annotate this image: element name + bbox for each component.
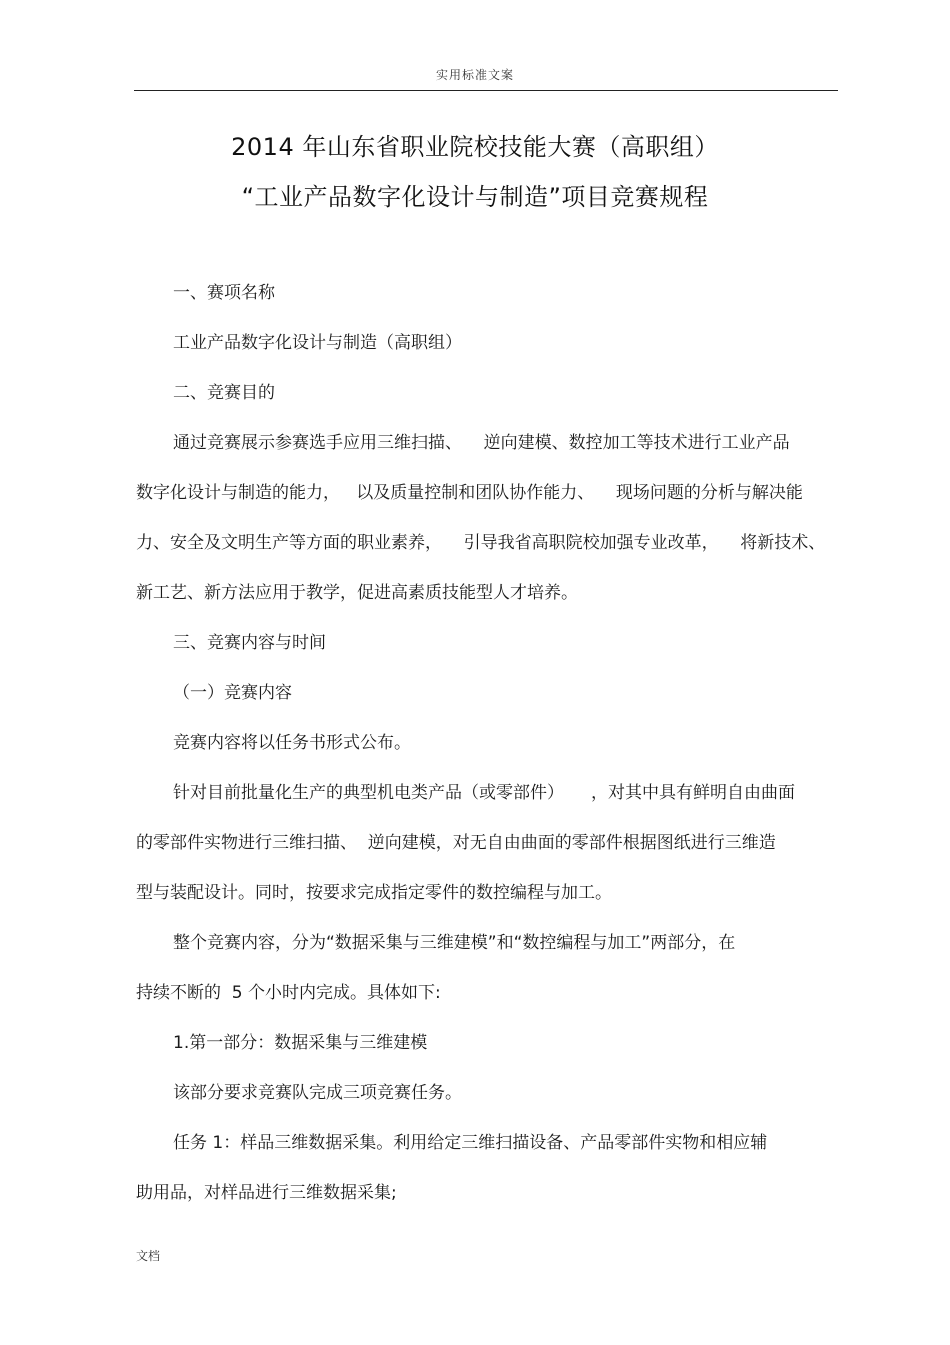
paragraph-line: 新工艺、新方法应用于教学，促进高素质技能型人才培养。: [136, 583, 578, 603]
paragraph-line: 工业产品数字化设计与制造（高职组）: [173, 333, 462, 353]
page-footer: 文档: [136, 1249, 161, 1263]
paragraph-line: 整个竞赛内容，分为“数据采集与三维建模”和“数控编程与加工”两部分，在: [173, 933, 736, 953]
paragraph-line: 任务 1：样品三维数据采集。利用给定三维扫描设备、产品零部件实物和相应辅: [173, 1133, 768, 1153]
paragraph-line: 型与装配设计。同时，按要求完成指定零件的数控编程与加工。: [136, 883, 612, 903]
paragraph-line: 持续不断的 5 个小时内完成。具体如下:: [136, 983, 441, 1003]
subsection-heading: （一）竞赛内容: [173, 683, 292, 703]
paragraph-line: 数字化设计与制造的能力， 以及质量控制和团队协作能力、 现场问题的分析与解决能: [136, 483, 803, 503]
paragraph-line: 该部分要求竞赛队完成三项竞赛任务。: [173, 1083, 462, 1103]
paragraph-line: 竞赛内容将以任务书形式公布。: [173, 733, 411, 753]
section-heading: 二、竞赛目的: [173, 383, 275, 403]
document-title-line-1: 2014 年山东省职业院校技能大赛（高职组）: [231, 133, 719, 161]
paragraph-line: 的零部件实物进行三维扫描、 逆向建模，对无自由曲面的零部件根据图纸进行三维造: [136, 833, 776, 853]
paragraph-line: 助用品，对样品进行三维数据采集;: [136, 1183, 397, 1203]
paragraph-line: 针对目前批量化生产的典型机电类产品（或零部件） ，对其中具有鲜明自由曲面: [173, 783, 796, 803]
section-heading: 一、赛项名称: [173, 283, 275, 303]
header-divider: [134, 90, 838, 91]
page-header: 实用标准文案: [435, 68, 514, 82]
paragraph-line: 通过竞赛展示参赛选手应用三维扫描、 逆向建模、数控加工等技术进行工业产品: [173, 433, 790, 453]
paragraph-line: 力、安全及文明生产等方面的职业素养， 引导我省高职院校加强专业改革， 将新技术、: [136, 533, 826, 553]
subsection-heading: 1.第一部分：数据采集与三维建模: [173, 1033, 428, 1053]
section-heading: 三、竞赛内容与时间: [173, 633, 326, 653]
document-title-line-2: “工业产品数字化设计与制造”项目竞赛规程: [241, 183, 709, 211]
